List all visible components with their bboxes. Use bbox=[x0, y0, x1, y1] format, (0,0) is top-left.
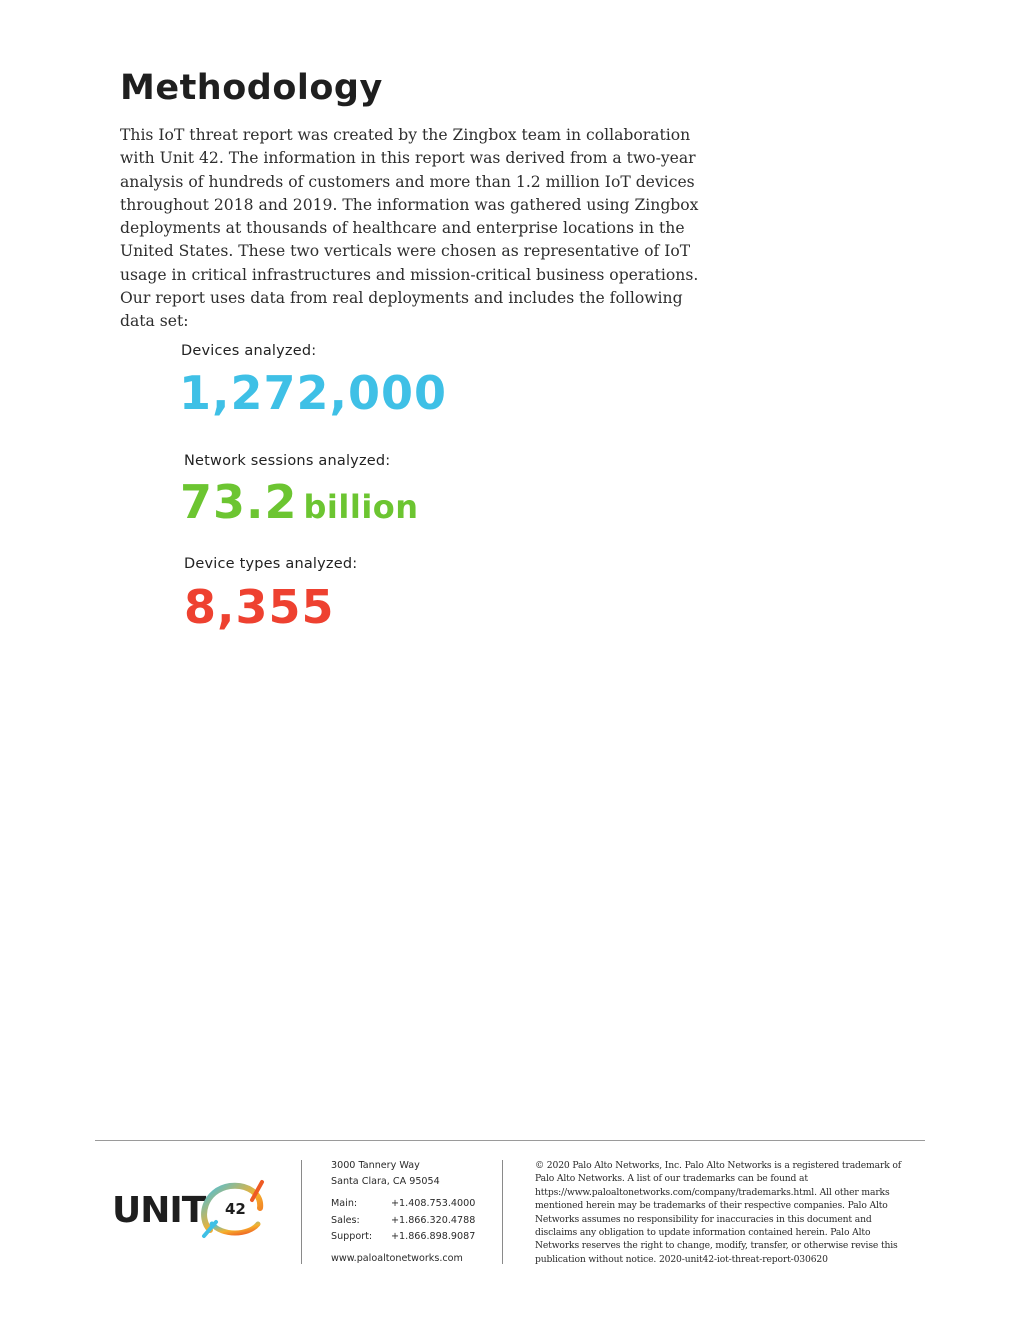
device-types-label: Device types analyzed: bbox=[184, 556, 358, 572]
sales-phone[interactable]: +1.866.320.4788 bbox=[391, 1214, 476, 1226]
sales-phone-label: Sales: bbox=[331, 1214, 360, 1226]
address-line-1: 3000 Tannery Way bbox=[331, 1160, 420, 1171]
page-title: Methodology bbox=[120, 68, 383, 108]
address-line-2: Santa Clara, CA 95054 bbox=[331, 1176, 440, 1187]
logo-number: 42 bbox=[225, 1200, 246, 1218]
footer-divider bbox=[95, 1140, 925, 1141]
support-phone[interactable]: +1.866.898.9087 bbox=[391, 1231, 476, 1242]
network-sessions-label: Network sessions analyzed: bbox=[184, 453, 391, 469]
legal-notice: © 2020 Palo Alto Networks, Inc. Palo Alto Networks is a registered trademark of Palo Alto Networks. A list of our trademarks can be found at https://www.paloaltonetworks.com/company/trademarks.html. All other marks mentioned herein may be trademarks of their respective companies. Palo Alto Networks assumes no responsibility for inaccuracies in this document and disclaims any obligation to update information contained herein. Palo Alto Networks reserves the right to change, modify, transfer, or otherwise revise this publication without notice. 2020-unit42-iot-threat-report-030620 bbox=[535, 1160, 902, 1265]
footer-divider-right bbox=[502, 1160, 503, 1264]
main-phone-label: Main: bbox=[331, 1198, 358, 1209]
website-link[interactable]: www.paloaltonetworks.com bbox=[331, 1252, 463, 1264]
network-sessions-number: 73.2 bbox=[180, 475, 298, 529]
device-types-value: 8,355 bbox=[184, 580, 335, 634]
network-sessions-value bbox=[180, 475, 419, 529]
intro-paragraph: This IoT threat report was created by the Zingbox team in collaboration with Unit 42. The information in this report was derived from a two-year analysis of hundreds of customers and more than 1.2 million IoT devices throughout 2018 and 2019. The information was gathered using Zingbox deployments at thousands of healthcare and enterprise locations in the United States. These two verticals were chosen as representative of IoT usage in critical infrastructures and mission-critical business operations. Our report uses data from real deployments and includes the following data set: bbox=[120, 126, 699, 331]
sales-phone-row bbox=[331, 1213, 491, 1230]
main-phone-row bbox=[331, 1196, 491, 1213]
footer-divider-left bbox=[301, 1160, 302, 1264]
unit42-logo bbox=[112, 1178, 280, 1240]
devices-analyzed-value: 1,272,000 bbox=[179, 366, 447, 420]
support-phone-row bbox=[331, 1229, 491, 1246]
support-phone-label: Support: bbox=[331, 1231, 373, 1242]
logo-wordmark: UNIT bbox=[112, 1190, 206, 1231]
contact-block bbox=[331, 1158, 491, 1267]
main-phone[interactable]: +1.408.753.4000 bbox=[391, 1198, 476, 1209]
network-sessions-unit: billion bbox=[303, 488, 419, 526]
devices-analyzed-label: Devices analyzed: bbox=[181, 343, 317, 359]
